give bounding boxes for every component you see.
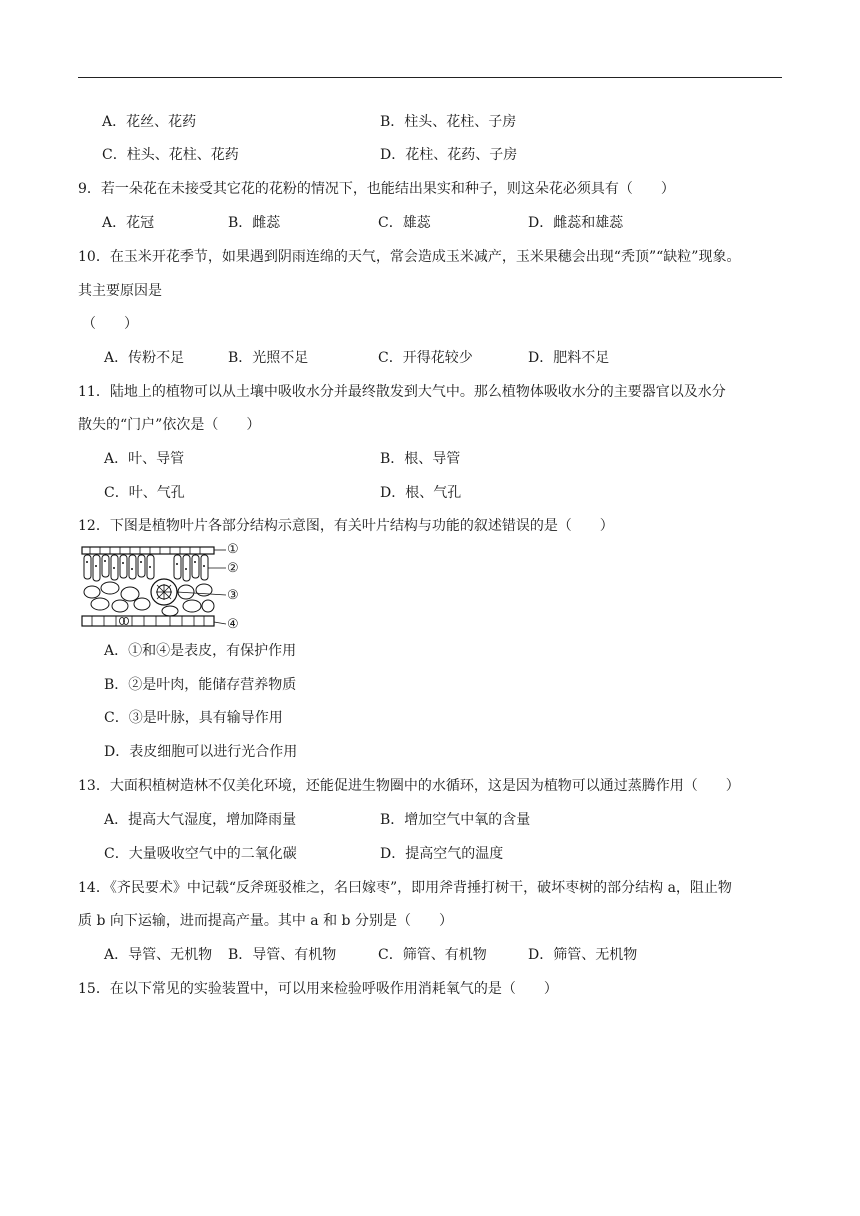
q8-option-a: A．花丝、花药 xyxy=(102,114,197,130)
diagram-label-1: ① xyxy=(227,542,239,557)
q9-stem: 9．若一朵花在未接受其它花的花粉的情况下，也能结出果实和种子，则这朵花必须具有（ ） xyxy=(78,181,675,197)
q11-option-c: C．叶、气孔 xyxy=(104,485,185,501)
q14-option-a: A．导管、无机物 xyxy=(104,947,213,963)
q13-stem: 13．大面积植树造林不仅美化环境，还能促进生物圈中的水循环，这是因为植物可以通过蒸腾作用（ ） xyxy=(78,778,740,794)
q8-option-c: C．柱头、花柱、花药 xyxy=(102,147,239,163)
leaf-cross-section-diagram xyxy=(80,544,240,634)
q15-stem: 15．在以下常见的实验装置中，可以用来检验呼吸作用消耗氧气的是（ ） xyxy=(78,981,558,997)
q14-option-d: D．筛管、无机物 xyxy=(528,947,638,963)
q13-option-b: B．增加空气中氧的含量 xyxy=(380,812,531,828)
diagram-label-3: ③ xyxy=(227,588,239,603)
q14-option-b: B．导管、有机物 xyxy=(228,947,337,963)
q9-option-a: A．花冠 xyxy=(102,215,155,231)
q11-option-a: A．叶、导管 xyxy=(104,451,185,467)
q12-option-c: C．③是叶脉，具有输导作用 xyxy=(104,710,283,726)
q11-stem-line1: 11．陆地上的植物可以从土壤中吸收水分并最终散发到大气中。那么植物体吸收水分的主要器官以及水分 xyxy=(78,384,726,400)
q14-stem-line1: 14．《齐民要术》中记载“反斧斑驳椎之，名曰嫁枣”，即用斧背捶打树干，破坏枣树的部分结构 a，阻止物 xyxy=(78,880,732,896)
q9-option-c: C．雄蕊 xyxy=(378,215,431,231)
q9-option-d: D．雌蕊和雄蕊 xyxy=(528,215,624,231)
q11-option-b: B．根、导管 xyxy=(380,451,461,467)
q11-option-d: D．根、气孔 xyxy=(380,485,462,501)
q10-stem-line2: 其主要原因是 xyxy=(78,283,162,299)
q8-option-b: B．柱头、花柱、子房 xyxy=(380,114,517,130)
q12-option-b: B．②是叶肉，能储存营养物质 xyxy=(104,677,297,693)
diagram-label-4: ④ xyxy=(227,617,239,632)
q8-option-d: D．花柱、花药、子房 xyxy=(380,147,518,163)
q10-option-a: A．传粉不足 xyxy=(104,350,185,366)
q9-option-b: B．雌蕊 xyxy=(228,215,281,231)
q14-stem-line2: 质 b 向下运输，进而提高产量。其中 a 和 b 分别是（ ） xyxy=(78,913,453,929)
q10-option-c: C．开得花较少 xyxy=(378,350,473,366)
header-rule xyxy=(78,77,782,78)
q10-option-d: D．肥料不足 xyxy=(528,350,610,366)
q12-option-a: A．①和④是表皮，有保护作用 xyxy=(104,643,297,659)
q10-option-b: B．光照不足 xyxy=(228,350,309,366)
q10-answer-bracket: （ ） xyxy=(82,316,138,332)
q13-option-a: A．提高大气湿度，增加降雨量 xyxy=(104,812,297,828)
q14-option-c: C．筛管、有机物 xyxy=(378,947,487,963)
q13-option-d: D．提高空气的温度 xyxy=(380,846,504,862)
q11-stem-line2: 散失的“门户”依次是（ ） xyxy=(78,417,261,433)
q10-stem-line1: 10．在玉米开花季节，如果遇到阴雨连绵的天气，常会造成玉米减产，玉米果穗会出现“秃顶”“缺粒”现象。 xyxy=(78,249,741,265)
q13-option-c: C．大量吸收空气中的二氧化碳 xyxy=(104,846,297,862)
q12-stem: 12．下图是植物叶片各部分结构示意图，有关叶片结构与功能的叙述错误的是（ ） xyxy=(78,518,614,534)
diagram-label-2: ② xyxy=(227,561,239,576)
q12-option-d: D．表皮细胞可以进行光合作用 xyxy=(104,744,298,760)
